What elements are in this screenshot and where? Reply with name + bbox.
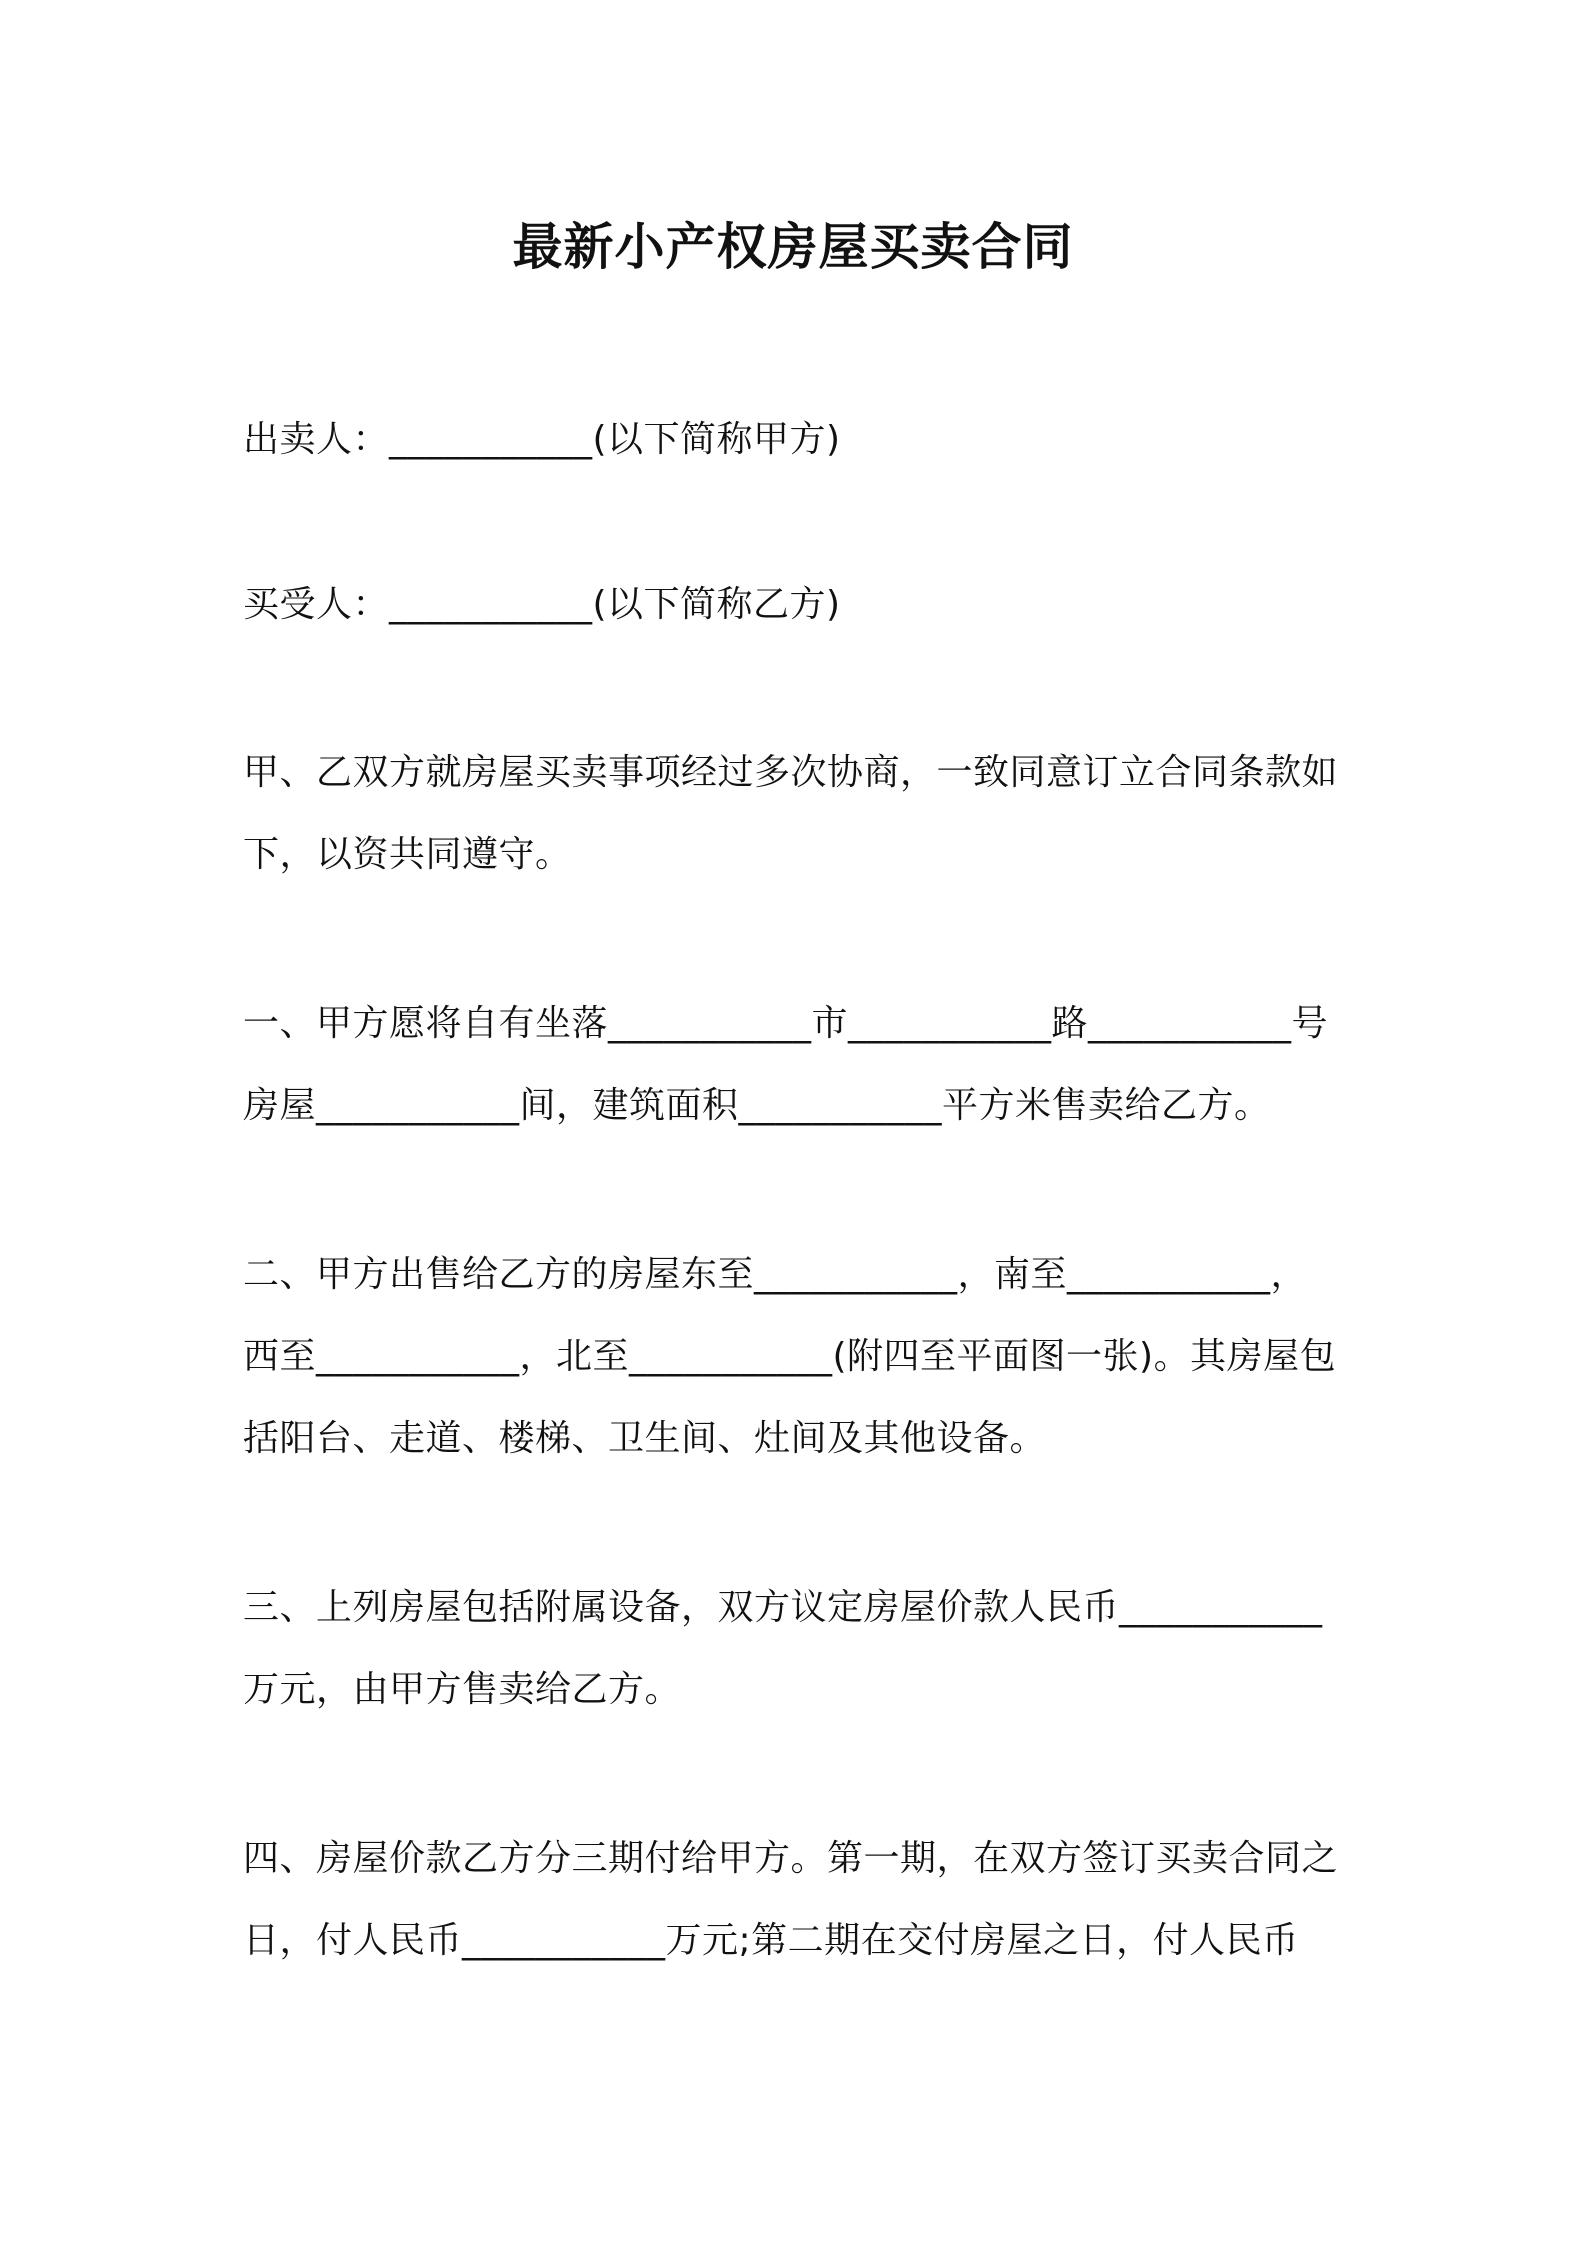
document-title: 最新小产权房屋买卖合同 <box>512 218 1074 276</box>
clause-3-line-1: 三、上列房屋包括附属设备，双方议定房屋价款人民币___________ <box>243 1587 1323 1628</box>
seller-line: 出卖人：___________(以下简称甲方) <box>243 419 841 460</box>
clause-2-line-2: 西至___________，北至___________(附四至平面图一张)。其房屋包 <box>243 1336 1337 1377</box>
intro-line-2: 下，以资共同遵守。 <box>243 834 572 875</box>
intro-line-1: 甲、乙双方就房屋买卖事项经过多次协商，一致同意订立合同条款如 <box>243 752 1339 793</box>
clause-4-line-1: 四、房屋价款乙方分三期付给甲方。第一期，在双方签订买卖合同之 <box>243 1838 1339 1879</box>
clause-2-line-3: 括阳台、走道、楼梯、卫生间、灶间及其他设备。 <box>243 1418 1047 1459</box>
clause-1-line-1: 一、甲方愿将自有坐落___________市___________路___________号 <box>243 1003 1329 1044</box>
clause-1-line-2: 房屋___________间，建筑面积___________平方米售卖给乙方。 <box>243 1085 1271 1126</box>
clause-4-line-2: 日，付人民币___________万元;第二期在交付房屋之日，付人民币 <box>243 1920 1299 1961</box>
buyer-line: 买受人：___________(以下简称乙方) <box>243 584 841 625</box>
clause-3-line-2: 万元，由甲方售卖给乙方。 <box>243 1669 682 1710</box>
clause-2-line-1: 二、甲方出售给乙方的房屋东至___________，南至___________， <box>243 1254 1308 1295</box>
